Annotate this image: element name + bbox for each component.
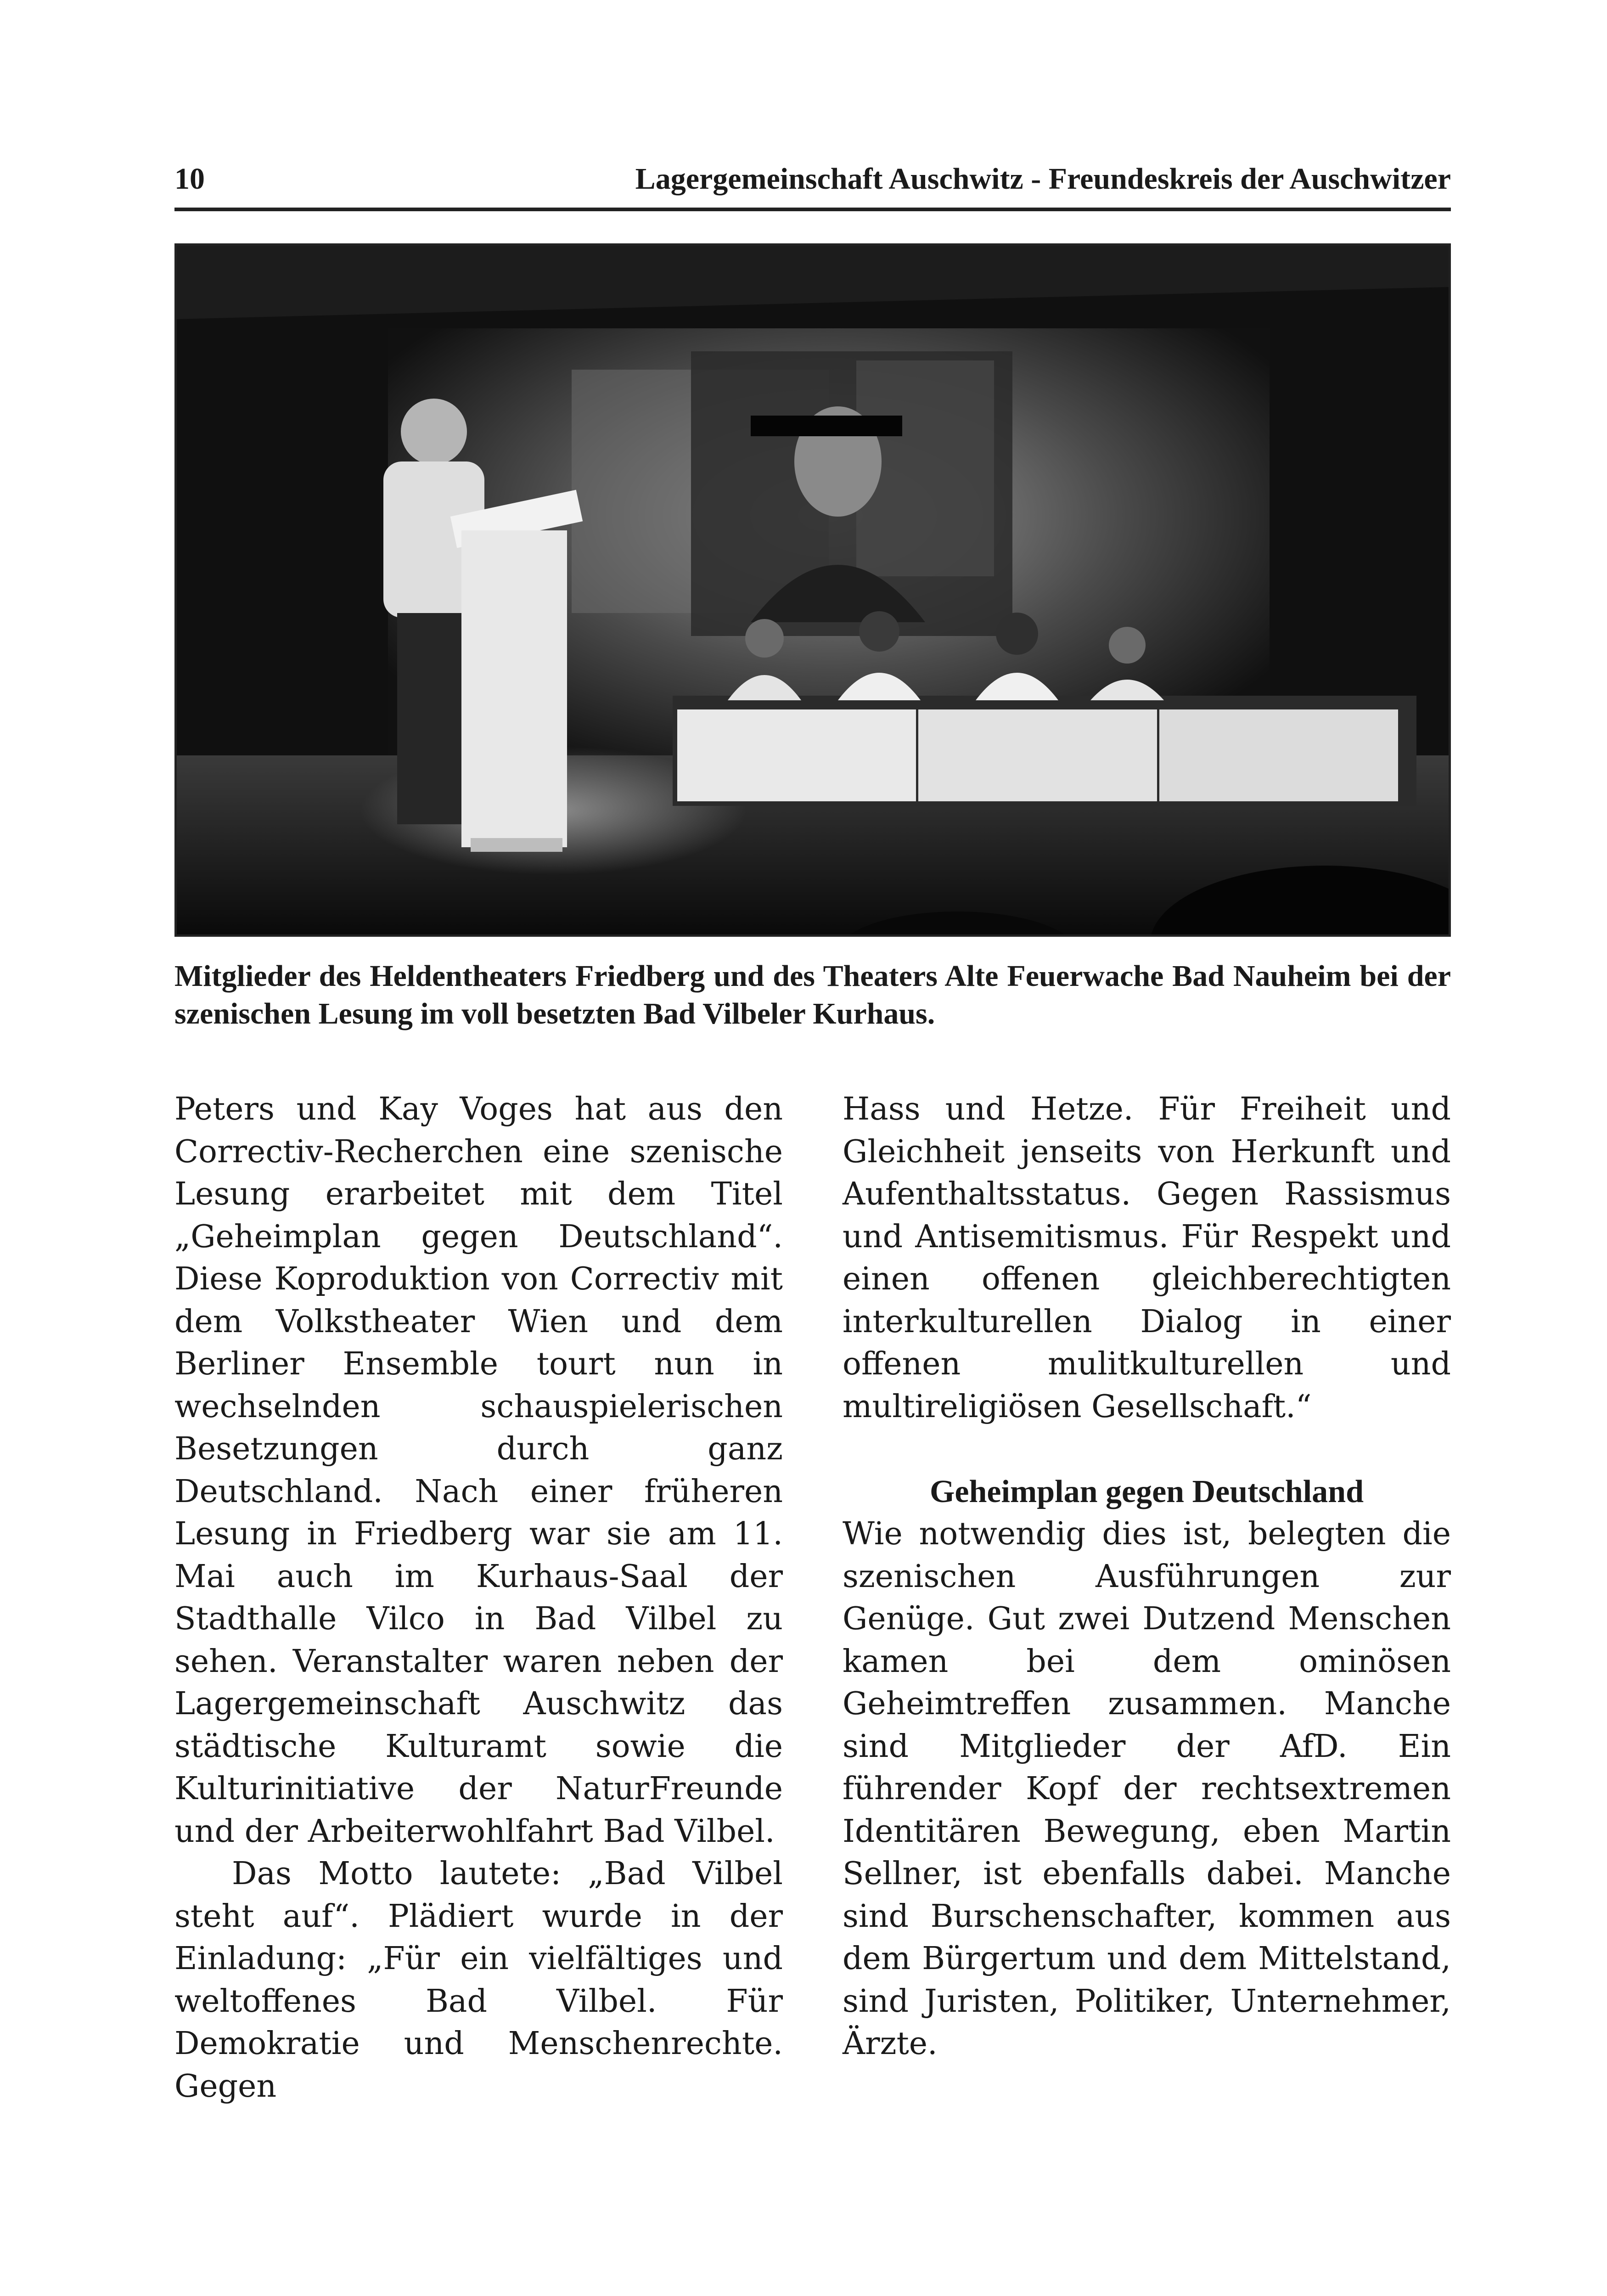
- page-number: 10: [174, 162, 205, 196]
- table-front-panel-3: [1159, 709, 1398, 801]
- section-subheading: Geheimplan gegen Deutschland: [929, 1474, 1364, 1509]
- projected-eye-bar: [751, 416, 902, 436]
- stage-photo: [174, 243, 1451, 937]
- lectern: [450, 490, 583, 852]
- paragraph: Wie notwendig dies ist, belegten die szenischen Ausführungen zur Genüge. Gut zwei Dutzend Menschen kamen bei dem ominösen Geheimtreffen zusammen. Manche sind Mitglieder der AfD. Ein führender Kopf der rechtsextremen Identitären Bewegung, eben Martin Sellner, ist ebenfalls dabei. Manche sind Burschenschafter, kommen aus dem Bürgertum und dem Mittelstand, sind Juristen, Politiker, Unternehmer, Ärzte.: [843, 1516, 1451, 2062]
- paragraph: Peters und Kay Voges hat aus den Correctiv-Recherchen eine szenische Lesung erarbeitet mit dem Titel „Geheimplan gegen Deutschland“. Diese Koproduktion von Correctiv mit dem Volkstheater Wien und dem Berliner Ensemble tourt nun in wechselnden schauspielerischen Besetzungen durch ganz Deutschland. Nach einer früheren Lesung in Friedberg war sie am 11. Mai auch im Kurhaus-Saal der Stadthalle Vilco in Bad Vilbel zu sehen. Veranstalter waren neben der Lagergemeinschaft Auschwitz das städtische Kulturamt sowie die Kulturinitiative der NaturFreunde und der Arbeiterwohlfahrt Bad Vilbel.: [174, 1091, 783, 1850]
- table-front-panel-2: [918, 709, 1157, 801]
- running-title: Lagergemeinschaft Auschwitz - Freundeskreis der Auschwitzer: [635, 162, 1451, 196]
- paragraph: Hass und Hetze. Für Freiheit und Gleichheit jenseits von Herkunft und Aufenthaltsstatus. Gegen Rassismus und Antisemitismus. Für Respekt und einen offenen gleichberechtigten interkulturellen Dialog in einer offenen mulitkulturellen und multireligiösen Gesellschaft.“: [843, 1091, 1451, 1425]
- article-column-right: [843, 1088, 1451, 2065]
- stage-photo-illustration: [177, 246, 1449, 934]
- table-front-panel-1: [677, 709, 916, 801]
- page-header: [174, 152, 1451, 211]
- photo-caption: Mitglieder des Heldentheaters Friedberg und des Theaters Alte Feuerwache Bad Nauheim bei der szenischen Lesung im voll besetzten Bad Vilbeler Kurhaus.: [174, 959, 1451, 1030]
- paragraph: Das Motto lautete: „Bad Vilbel steht auf“. Plädiert wurde in der Einladung: „Für ein vielfältiges und weltoffenes Bad Vilbel. Für Demokratie und Menschenrechte. Gegen: [174, 1856, 783, 2105]
- article-column-left: [174, 1088, 783, 2108]
